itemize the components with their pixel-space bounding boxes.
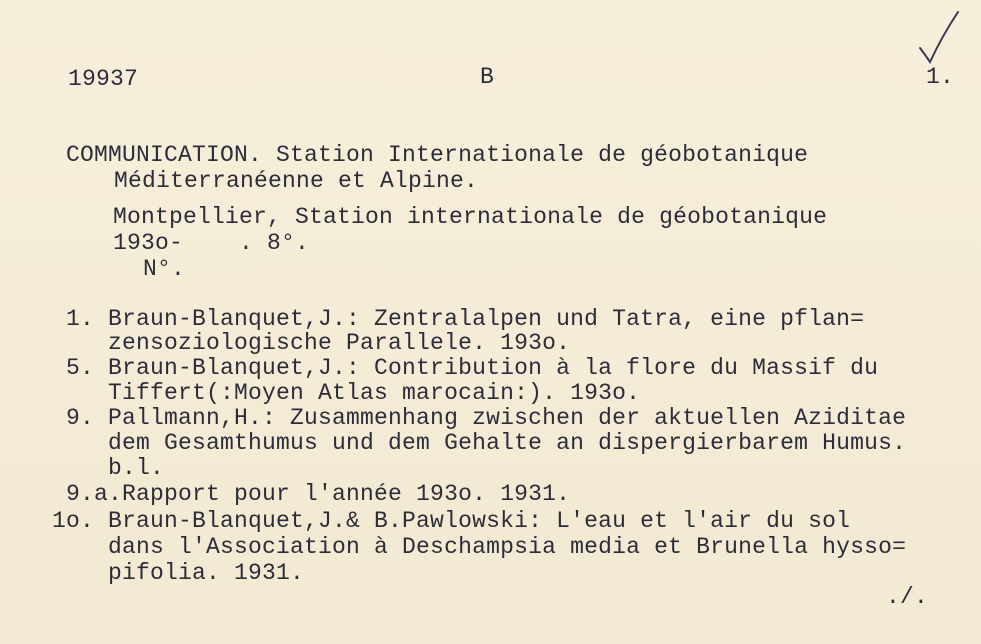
place-line: Montpellier, Station internationale de géobotanique [113,204,828,230]
entry-10-line-3: pifolia. 1931. [52,560,305,586]
card-letter: B [480,64,495,90]
entry-10-line-1: 1o. Braun-Blanquet,J.& B.Pawlowski: L'eau et l'air du sol [52,508,851,534]
entry-10-line-2: dans l'Association à Deschampsia media et Brunella hysso= [52,534,907,560]
card-number: 19937 [68,66,139,92]
entry-5-line-1: 5. Braun-Blanquet,J.: Contribution à la flore du Massif du [52,355,879,381]
card-page-number: 1. [926,64,955,90]
entry-9-line-1: 9. Pallmann,H.: Zusammenhang zwischen der aktuellen Aziditae [52,405,907,431]
entry-9-line-3: b.l. [52,455,165,481]
entry-5-line-2: Tiffert(:Moyen Atlas marocain:). 193o. [52,380,641,406]
check-mark-icon [912,8,972,68]
end-mark: ./. [886,584,929,610]
entry-9a-line-1: 9.a.Rapport pour l'année 193o. 1931. [52,481,571,507]
number-line: N°. [143,256,186,282]
year-line: 193o- . 8°. [113,230,310,256]
heading-line-2: Méditerranéenne et Alpine. [114,168,479,194]
entry-1-line-1: 1. Braun-Blanquet,J.: Zentralalpen und Tatra, eine pflan= [52,306,865,332]
heading-line-1: COMMUNICATION. Station Internationale de géobotanique [66,142,809,168]
entry-1-line-2: zensoziologische Parallele. 193o. [52,330,571,356]
entry-9-line-2: dem Gesamthumus und dem Gehalte an dispergierbarem Humus. [52,430,907,456]
